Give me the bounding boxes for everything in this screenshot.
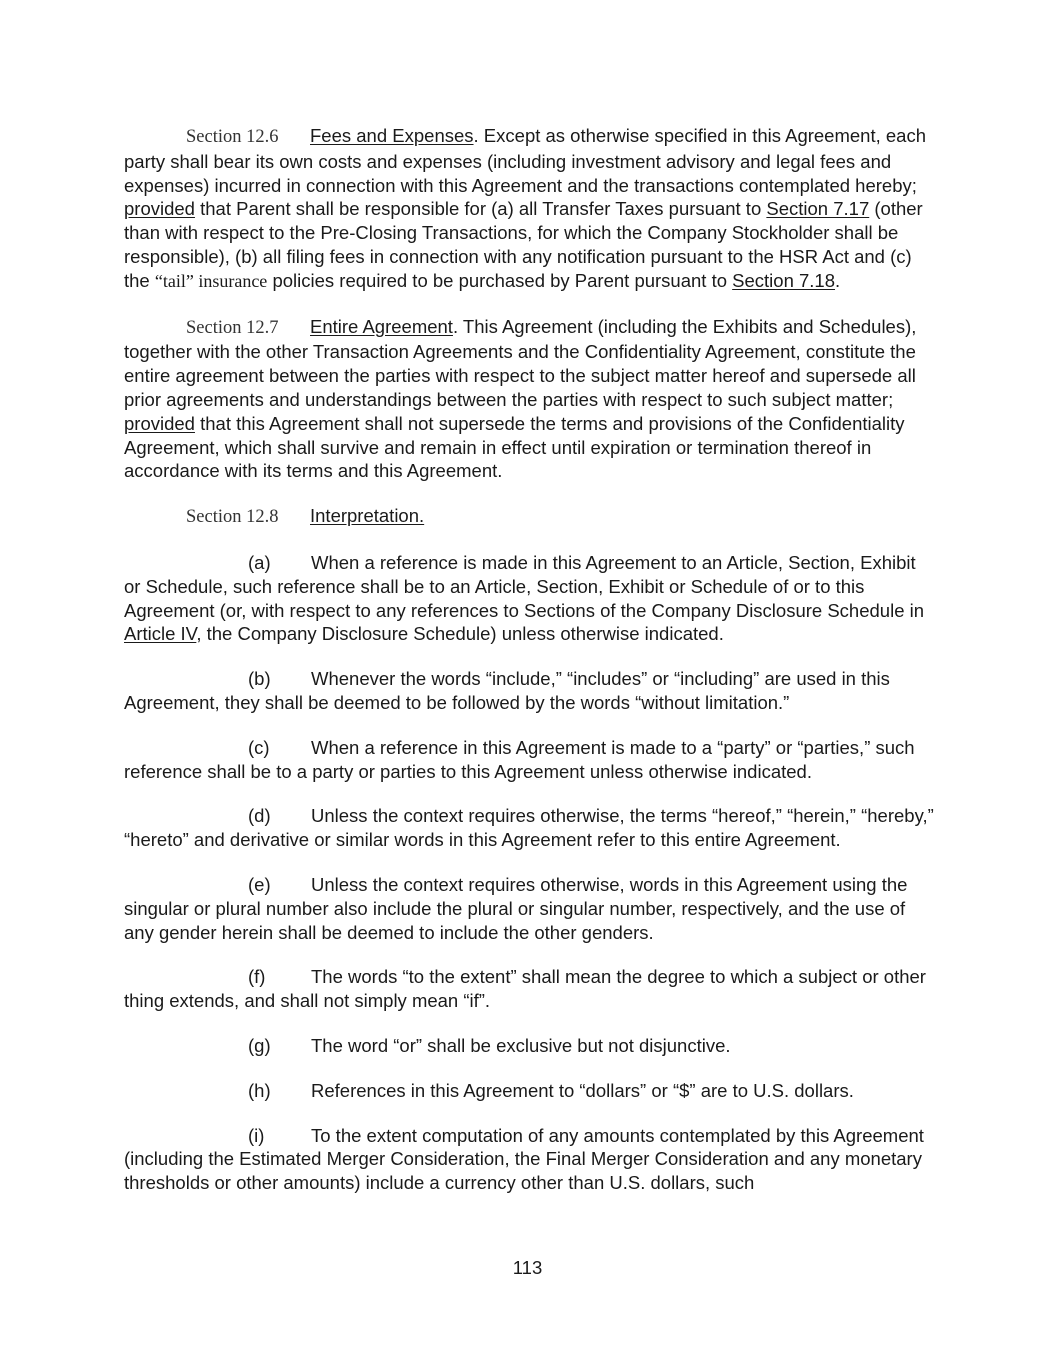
section-text: .	[835, 269, 841, 291]
section-number: Section 12.8	[186, 507, 279, 528]
section-number: Section 12.7	[186, 317, 279, 338]
section-12-8	[124, 504, 936, 530]
item-label: (a)	[248, 551, 271, 573]
cross-reference-link[interactable]: Section 7.17	[766, 198, 870, 220]
cross-reference-link[interactable]: Article IV	[124, 623, 197, 645]
section-text: (other than with respect to the Pre-Closing Transactions, for which the Company Stockholder shall be responsible), (b) all filing fees in connection with any notification pursuant to the HSR Act and (c) the	[124, 198, 923, 291]
tail-insurance-term: “tail” insurance	[154, 270, 268, 291]
provided-term: provided	[124, 198, 195, 220]
provided-term: provided	[124, 412, 195, 434]
section-text: that Parent shall be responsible for (a) all Transfer Taxes pursuant to	[194, 198, 767, 220]
list-item-b	[124, 667, 936, 715]
item-text: When a reference in this Agreement is made to a “party” or “parties,” such reference shall be to a party or parties to this Agreement unless otherwise indicated.	[124, 736, 915, 782]
list-item-e	[124, 873, 936, 944]
section-text: that this Agreement shall not supersede the terms and provisions of the Confidentiality Agreement, which shall survive and remain in effect until expiration or termination thereof in accordance with its terms and this Agreement.	[124, 412, 905, 482]
item-text: When a reference is made in this Agreement to an Article, Section, Exhibit or Schedule, such reference shall be to an Article, Section, Exhibit or Schedule of or to this Agreement (or, with respect to any references to Sections of the Company Disclosure Schedule in	[124, 551, 925, 621]
section-title: Entire Agreement	[310, 315, 453, 337]
list-item-g	[124, 1034, 936, 1058]
section-number: Section 12.6	[186, 127, 279, 147]
item-label: (c)	[248, 736, 270, 758]
item-label: (g)	[248, 1034, 271, 1056]
section-12-7	[124, 315, 936, 484]
list-item-i	[124, 1124, 936, 1195]
item-label: (b)	[248, 668, 271, 690]
list-item-a	[124, 551, 936, 646]
section-text: . Except as otherwise specified in this Agreement, each party shall bear its own costs and expenses (including investment advisory and legal fees and expenses) incurred in connection with this Agreement and the transactions contemplated hereby;	[124, 125, 926, 196]
list-item-c	[124, 736, 936, 784]
item-label: (f)	[248, 966, 266, 988]
item-label: (e)	[248, 873, 271, 895]
document-page	[124, 124, 936, 1216]
list-item-d	[124, 804, 936, 852]
item-label: (d)	[248, 805, 271, 827]
item-text: The word “or” shall be exclusive but not disjunctive.	[311, 1034, 731, 1056]
section-text: policies required to be purchased by Parent pursuant to	[267, 269, 733, 291]
item-text: , the Company Disclosure Schedule) unless otherwise indicated.	[196, 623, 724, 645]
section-12-6	[124, 124, 936, 294]
item-label: (h)	[248, 1079, 271, 1101]
list-item-h	[124, 1079, 936, 1103]
item-text: Whenever the words “include,” “includes” or “including” are used in this Agreement, they shall be deemed to be followed by the words “without limitation.”	[124, 668, 890, 713]
item-label: (i)	[248, 1124, 265, 1146]
item-text: To the extent computation of any amounts contemplated by this Agreement (including the Estimated Merger Consideration, the Final Merger Consideration and any monetary thresholds or other amounts) include a currency other than U.S. dollars, such	[124, 1124, 924, 1194]
page-number: 113	[512, 1257, 543, 1278]
section-title: Fees and Expenses	[310, 125, 474, 146]
item-text: Unless the context requires otherwise, the terms “hereof,” “herein,” “hereby,” “hereto” and derivative or similar words in this Agreement refer to this entire Agreement.	[124, 805, 934, 851]
item-text: Unless the context requires otherwise, words in this Agreement using the singular or plural number also include the plural or singular number, respectively, and the use of any gender herein shall be deemed to include the other genders.	[124, 873, 908, 943]
section-text: . This Agreement (including the Exhibits and Schedules), together with the other Transaction Agreements and the Confidentiality Agreement, constitute the entire agreement between the parties with respect to the subject matter hereof and supersede all prior agreements and understandings between the parties with respect to such subject matter;	[124, 315, 917, 410]
item-text: The words “to the extent” shall mean the degree to which a subject or other thing extends, and shall not simply mean “if”.	[124, 966, 926, 1012]
list-item-f	[124, 965, 936, 1013]
section-title: Interpretation.	[310, 505, 425, 527]
cross-reference-link[interactable]: Section 7.18	[732, 269, 836, 291]
item-text: References in this Agreement to “dollars” or “$” are to U.S. dollars.	[311, 1079, 854, 1101]
